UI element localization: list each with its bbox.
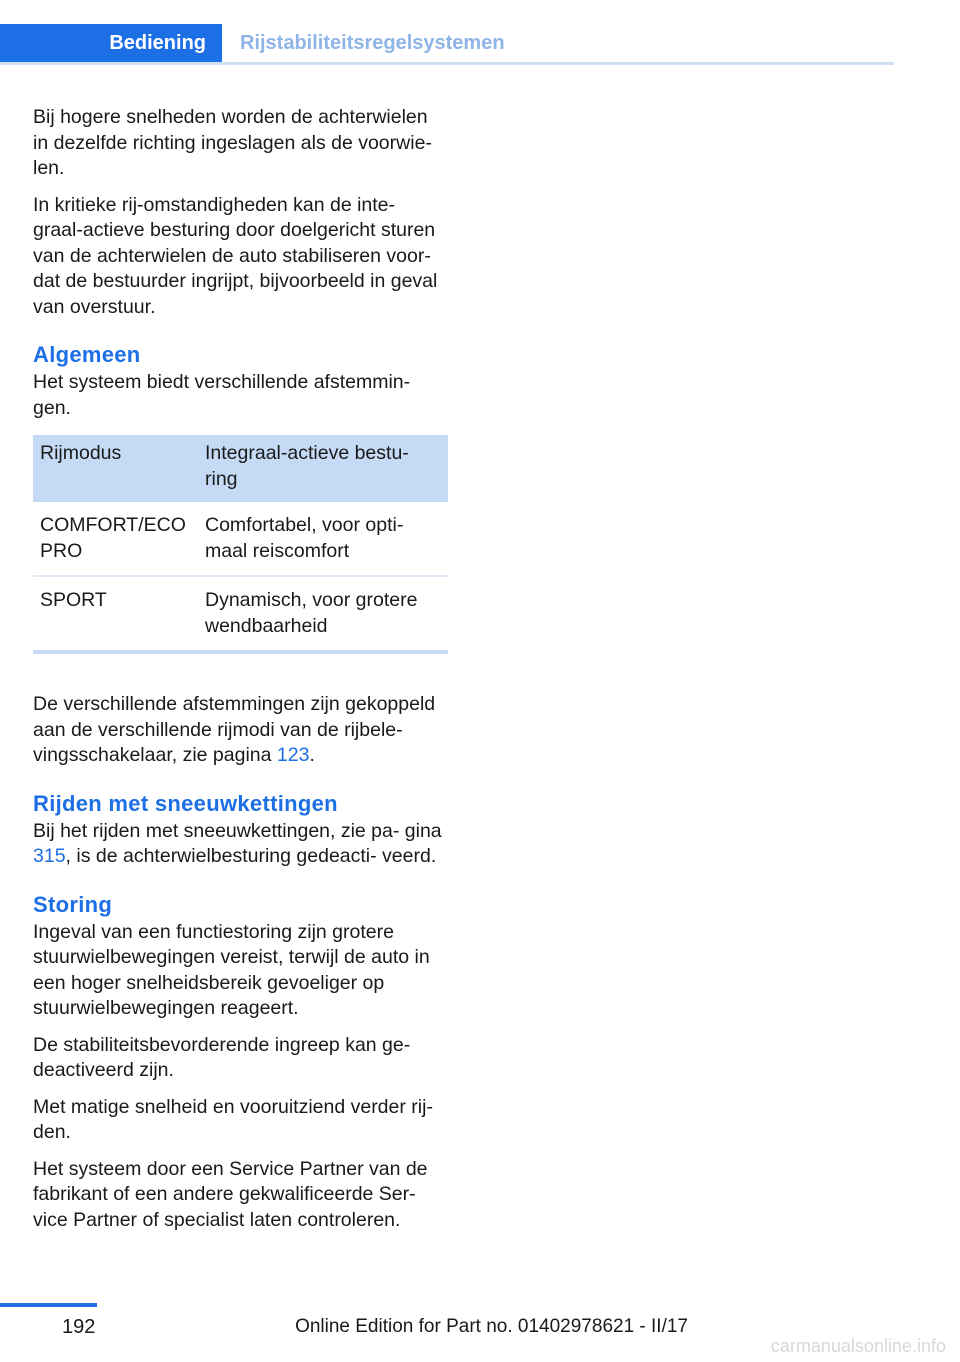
mode-table [33,435,448,654]
sneeuw-text [33,819,448,870]
intro-paragraph-2: In kritieke rij-omstandigheden kan de inte‐ graal-actieve besturing door doelgericht sturen van de achterwielen de auto stabiliseren voor‐ dat de bestuurder ingrijpt, bijvoorbeeld in geval van overstuur. [33,193,438,318]
table-cell: SPORT [33,576,198,652]
page-header [0,24,894,65]
sneeuw-text-after: , is de achterwielbesturing gedeacti‐ veerd. [65,845,437,867]
storing-paragraph-2: De stabiliteitsbevorderende ingreep kan ge‐ deactiveerd zijn. [33,1033,411,1081]
storing-paragraph-4: Het systeem door een Service Partner van de fabrikant of een andere gekwalificeerde Ser‐ vice Partner of specialist laten controleren. [33,1157,428,1231]
table-row [33,576,448,652]
table-header-cell: Integraal-actieve bestu‐ ring [198,435,448,502]
table-cell: COMFORT/ECO PRO [33,502,198,576]
storing-paragraph-3: Met matige snelheid en vooruitziend verder rij‐ den. [33,1095,433,1143]
table-header-cell: Rijmodus [33,435,198,502]
heading-sneeuwkettingen: Rijden met sneeuwkettingen [33,790,338,816]
table-cell: Dynamisch, voor grotere wendbaarheid [198,576,448,652]
edition-text: Online Edition for Part no. 01402978621 - II/17 [295,1316,688,1337]
page-link-315[interactable]: 315 [33,845,66,867]
intro-paragraph-1: Bij hogere snelheden worden de achterwielen in dezelfde richting ingeslagen als de voorwie‐ len. [33,106,432,179]
subsection-tab: Rijstabiliteitsregelsystemen [240,31,505,54]
table-header-row [33,435,448,502]
afstemmingen-text [33,692,448,769]
page-number: 192 [62,1316,96,1338]
afstemmingen-text-body: De verschillende afstemmingen zijn gekoppeld aan de verschillende rijmodi van de rijbele‐ vingsschakelaar, zie pagina [33,693,436,766]
algemeen-text: Het systeem biedt verschillende afstemmin‐ gen. [33,371,411,419]
page-link-123[interactable]: 123 [276,744,310,766]
table-cell: Comfortabel, voor opti‐ maal reiscomfort [198,502,448,576]
heading-storing: Storing [33,891,113,917]
section-tab: Bediening [0,24,222,62]
table-row [33,502,448,576]
watermark: carmanualsonline.info [770,1336,946,1356]
heading-algemeen: Algemeen [33,342,141,367]
sneeuw-text-before: Bij het rijden met sneeuwkettingen, zie pa‐ gina [33,819,442,842]
content-column [33,105,448,1244]
storing-paragraph-1: Ingeval van een functiestoring zijn grotere stuurwielbewegingen vereist, terwijl de auto in een hoger snelheidsbereik gevoeliger op stuurwielbewegingen reageert. [33,920,430,1019]
afstemmingen-text-end: . [309,744,315,766]
footer-accent-line [0,1303,97,1307]
